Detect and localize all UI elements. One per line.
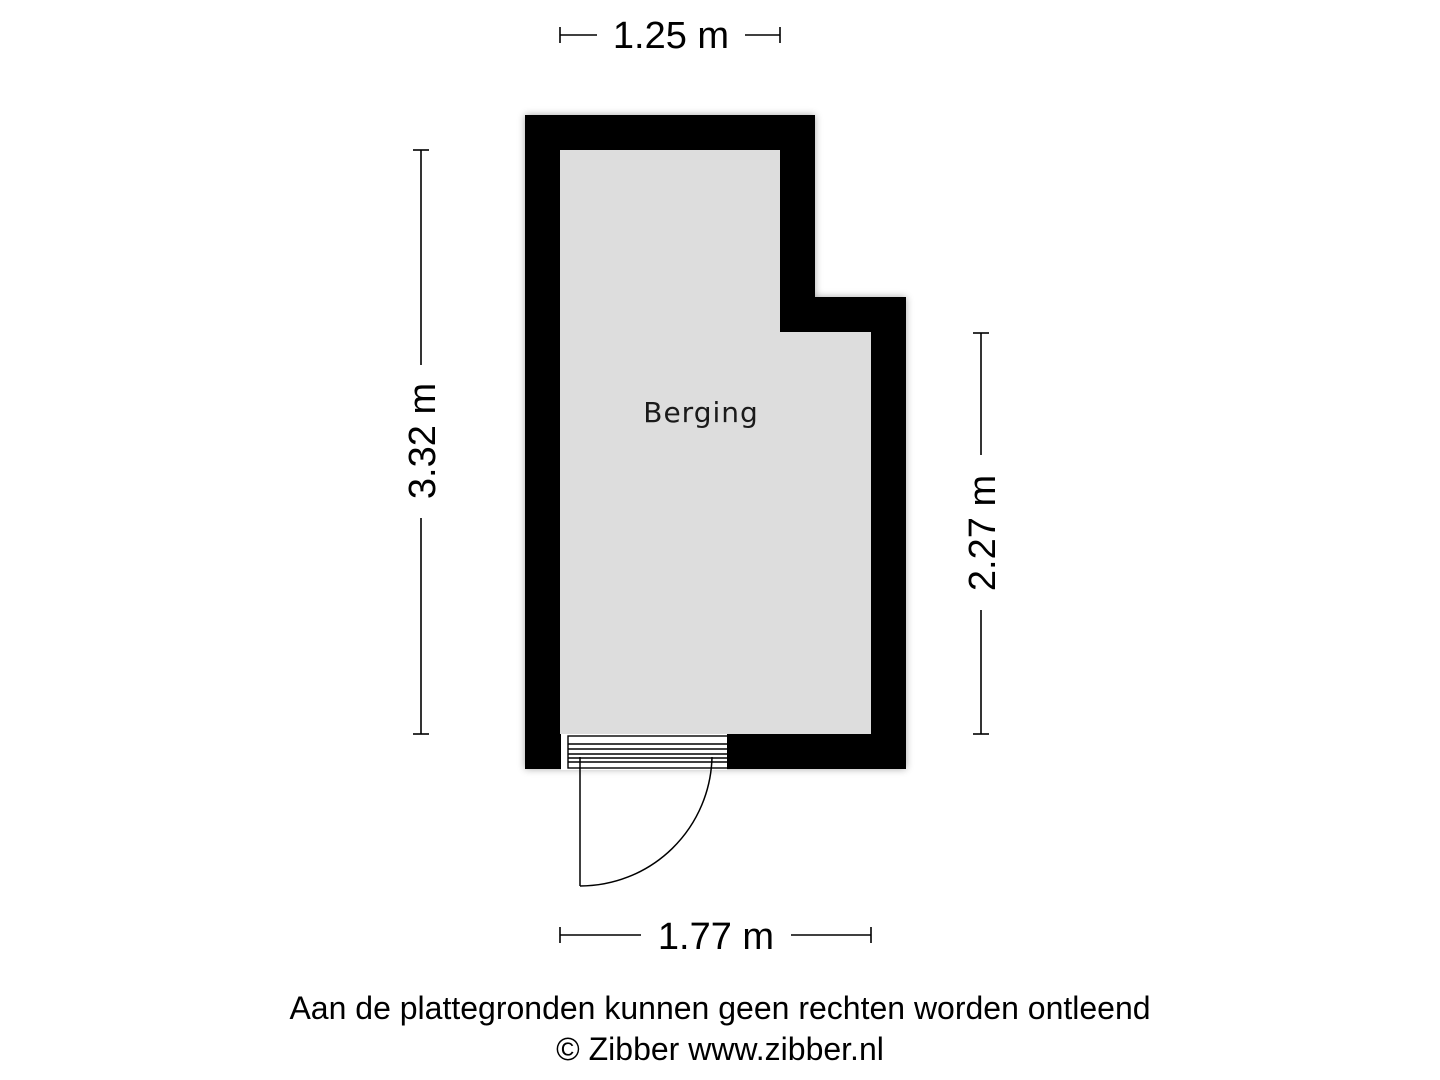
- room-label: Berging: [643, 396, 759, 429]
- door-swing: [580, 757, 712, 886]
- room-floor: [560, 150, 871, 734]
- dimension-bottom-label: 1.77 m: [657, 916, 775, 958]
- dimension-top-label: 1.25 m: [612, 15, 730, 57]
- dimension-right-label: 2.27 m: [962, 474, 1004, 592]
- disclaimer-text: Aan de plattegronden kunnen geen rechten worden ontleend: [289, 990, 1151, 1026]
- copyright-credit: © Zibber www.zibber.nl: [556, 1031, 884, 1067]
- door-opening: [561, 734, 727, 770]
- dimension-left-label: 3.32 m: [402, 382, 444, 500]
